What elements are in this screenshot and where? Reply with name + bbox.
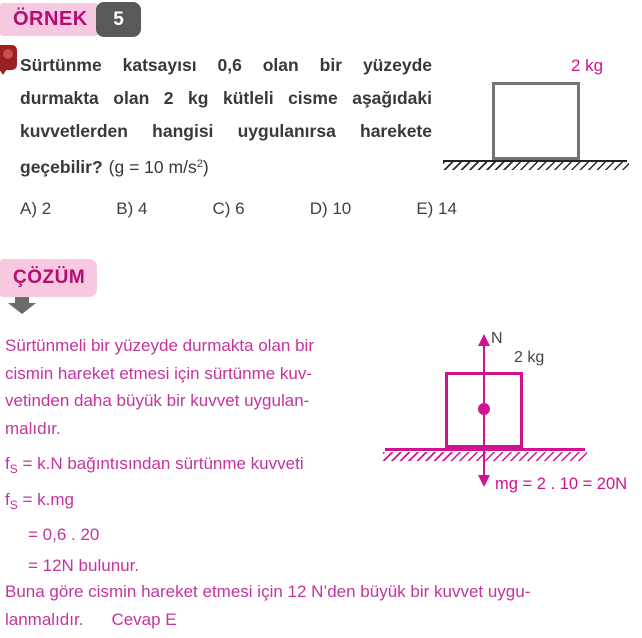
- weight-force-arrowhead: [478, 475, 490, 487]
- solution-paragraph: [5, 332, 380, 442]
- question-line: durmakta olan 2 kg kütleli cisme aşağıdaki: [20, 88, 432, 108]
- question-bubble-icon-tail: [0, 69, 7, 75]
- solution-diagram: [383, 326, 641, 501]
- subscript-s: S: [9, 462, 18, 476]
- question-bold-end: geçebilir?: [20, 157, 103, 177]
- ground-line: [385, 448, 585, 451]
- ground-hatching: [383, 452, 587, 461]
- ground-hatching: [443, 162, 629, 170]
- formula-substitution: = 0,6 . 20: [28, 525, 100, 545]
- formula-friction-kmg: $f_S = k.mg$: [5, 489, 74, 512]
- question-diagram: [435, 53, 640, 183]
- answer-choice-e: E) 14: [416, 199, 457, 218]
- example-header: [0, 3, 100, 36]
- normal-force-arrowhead: [478, 334, 490, 346]
- example-number-badge: 5: [96, 2, 141, 37]
- question-line-last: [20, 148, 432, 184]
- question-bubble-icon-dot: [3, 49, 13, 59]
- example-title: ÖRNEK: [13, 8, 88, 30]
- answer-choice-d: D) 10: [309, 199, 352, 218]
- solution-formulas: [5, 449, 385, 581]
- conclusion-text: [5, 578, 637, 633]
- weight-force-label: mg = 2 . 10 = 20N: [495, 475, 628, 493]
- question-line: kuvvetlerden hangisi uygulanırsa harekete: [20, 121, 432, 141]
- solution-header: [0, 259, 97, 297]
- answer-choice-c: C) 6: [212, 199, 245, 218]
- question-bubble-icon: [0, 45, 17, 70]
- superscript-2: 2: [196, 158, 203, 170]
- subscript-s: S: [9, 497, 18, 512]
- question-line: Sürtünme katsayısı 0,6 olan bir yüzeyde: [20, 55, 432, 75]
- conclusion-line: Buna göre cismin hareket etmesi için 12 N’den büyük bir kuvvet uygu-: [5, 582, 531, 601]
- mass-label: 2 kg: [571, 56, 604, 75]
- solution-line: malıdır.: [5, 418, 61, 438]
- answer-choices: [20, 199, 457, 219]
- normal-force-label: N: [491, 330, 503, 347]
- conclusion-line-last: lanmalıdır. Cevap E: [5, 609, 177, 629]
- gravity-note: (g = 10 $m/s^2$): [108, 157, 209, 177]
- solution-line: cismin hareket etmesi için sürtünme kuv-: [5, 363, 313, 383]
- question-text: [20, 49, 432, 184]
- down-arrow-icon: [8, 297, 36, 314]
- answer-key-label: Cevap E: [111, 609, 177, 629]
- center-of-mass-dot: [478, 403, 490, 415]
- mass-label: 2 kg: [514, 349, 545, 366]
- solution-line: Sürtünmeli bir yüzeyde durmakta olan bir: [5, 336, 314, 355]
- answer-choice-b: B) 4: [116, 199, 148, 218]
- solution-title: ÇÖZÜM: [13, 267, 86, 288]
- solution-line: vetinden daha büyük bir kuvvet uygulan-: [5, 391, 310, 410]
- formula-friction-definition: $f_S = k.N$ bağıntısından sürtünme kuvveti: [5, 454, 304, 476]
- answer-choice-a: A) 2: [20, 199, 52, 218]
- formula-result: = 12N bulunur.: [28, 555, 140, 575]
- block-shape: [492, 82, 580, 160]
